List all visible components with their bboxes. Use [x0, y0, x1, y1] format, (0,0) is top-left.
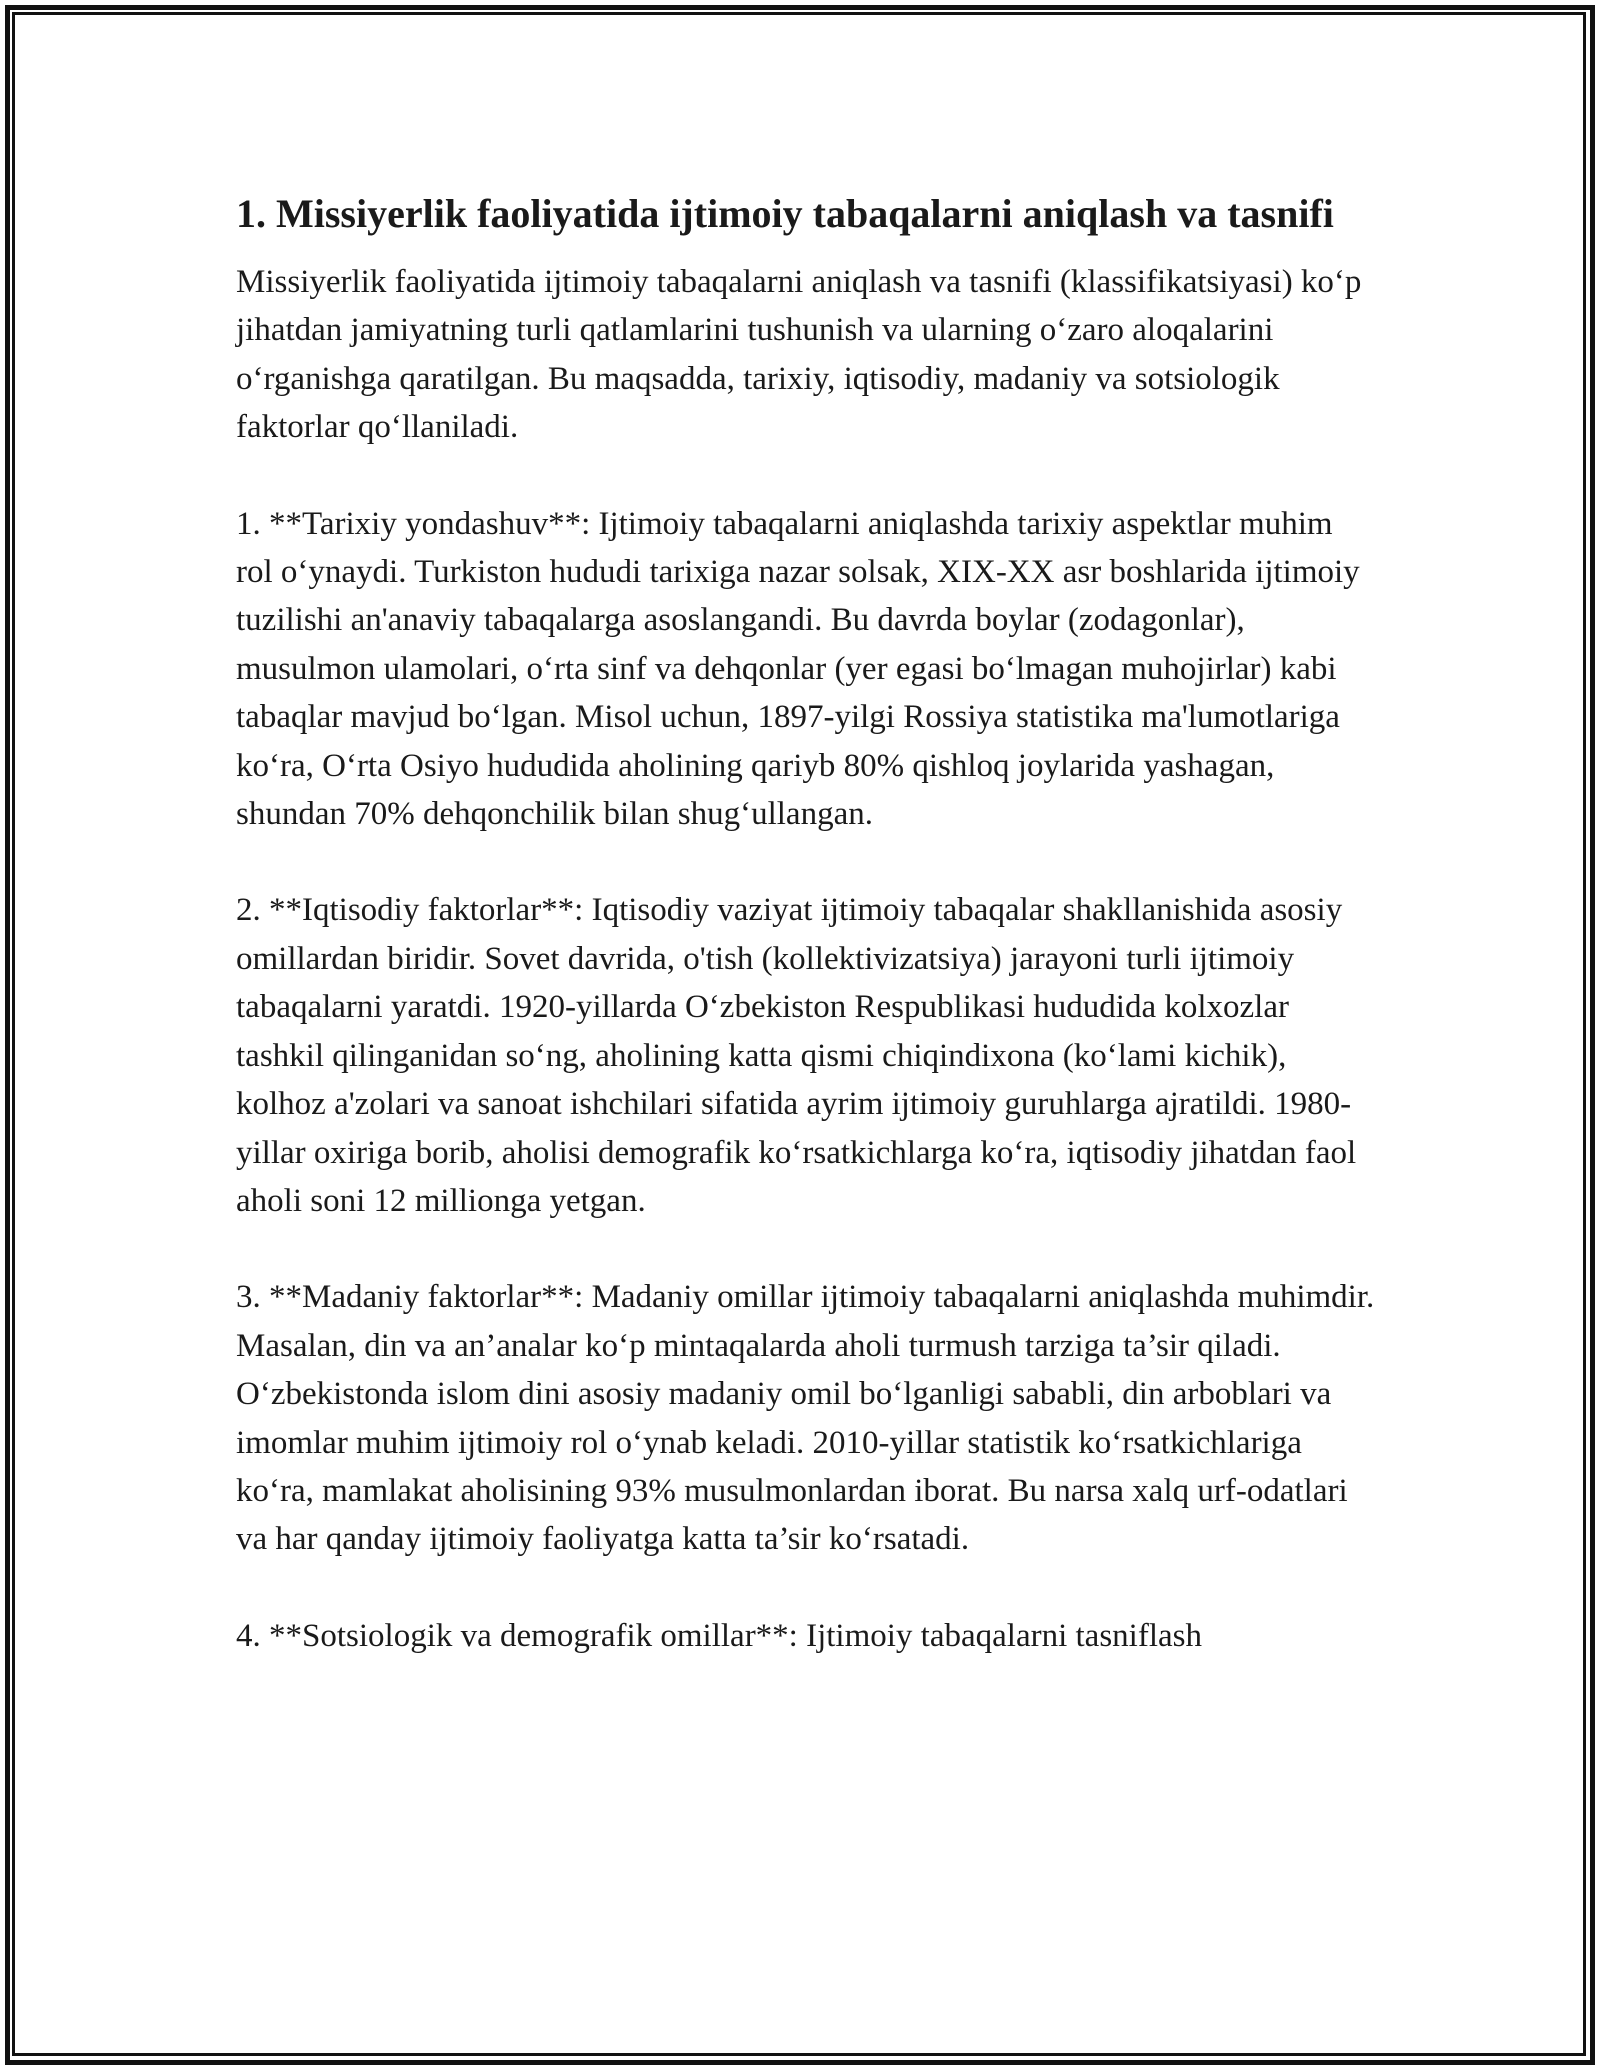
- document-title: 1. Missiyerlik faoliyatida ijtimoiy tabaqalarni aniqlash va tasnifi: [236, 191, 1334, 236]
- paragraph-sociological-factors: 4. **Sotsiologik va demografik omillar**: Ijtimoiy tabaqalarni tasniflash: [236, 1617, 1202, 1654]
- paragraph-cultural-factors: 3. **Madaniy faktorlar**: Madaniy omillar ijtimoiy tabaqalarni aniqlashda muhimdir. Masalan, din va an’analar ko‘p mintaqalarda aholi turmush tarziga ta’sir qiladi. O‘zbekistonda islom dini asosiy madaniy omil bo‘lganligi sababli, din arboblari va imomlar muhim ijtimoiy rol o‘ynab keladi. 2010-yillar statistik ko‘rsatkichlariga ko‘ra, mamlakat aholisining 93% musulmonlardan iborat. Bu narsa xalq urf-odatlari va har qanday ijtimoiy faoliyatga katta ta’sir ko‘rsatadi.: [236, 1279, 1375, 1558]
- paragraph-economic-factors: 2. **Iqtisodiy faktorlar**: Iqtisodiy vaziyat ijtimoiy tabaqalar shakllanishida asosiy omillardan biridir. Sovet davrida, o'tish (kollektivizatsiya) jarayoni turli ijtimoiy tabaqalarni yaratdi. 1920-yillarda O‘zbekiston Respublikasi hududida kolxozlar tashkil qilinganidan so‘ng, aholining katta qismi chiqindixona (ko‘lami kichik), kolhoz a'zolari va sanoat ishchilari sifatida ayrim ijtimoiy guruhlarga ajratildi. 1980-yillar oxiriga borib, aholisi demografik ko‘rsatkichlarga ko‘ra, iqtisodiy jihatdan faol aholi soni 12 millionga yetgan.: [236, 892, 1357, 1219]
- paragraph-historical-approach: 1. **Tarixiy yondashuv**: Ijtimoiy tabaqalarni aniqlashda tarixiy aspektlar muhim rol o‘ynaydi. Turkiston hududi tarixiga nazar solsak, XIX-XX asr boshlarida ijtimoiy tuzilishi an'anaviy tabaqalarga asoslangandi. Bu davrda boylar (zodagonlar), musulmon ulamolari, o‘rta sinf va dehqonlar (yer egasi bo‘lmagan muhojirlar) kabi tabaqlar mavjud bo‘lgan. Misol uchun, 1897-yilgi Rossiya statistika ma'lumotlariga ko‘ra, O‘rta Osiyo hududida aholining qariyb 80% qishloq joylarida yashagan, shundan 70% dehqonchilik bilan shug‘ullangan.: [236, 505, 1360, 833]
- document-body: [236, 186, 1376, 1708]
- paragraph-intro: Missiyerlik faoliyatida ijtimoiy tabaqalarni aniqlash va tasnifi (klassifikatsiyasi) ko‘p jihatdan jamiyatning turli qatlamlarini tushunish va ularning o‘zaro aloqalarini o‘rganishga qaratilgan. Bu maqsadda, tarixiy, iqtisodiy, madaniy va sotsiologik faktorlar qo‘llaniladi.: [236, 264, 1362, 446]
